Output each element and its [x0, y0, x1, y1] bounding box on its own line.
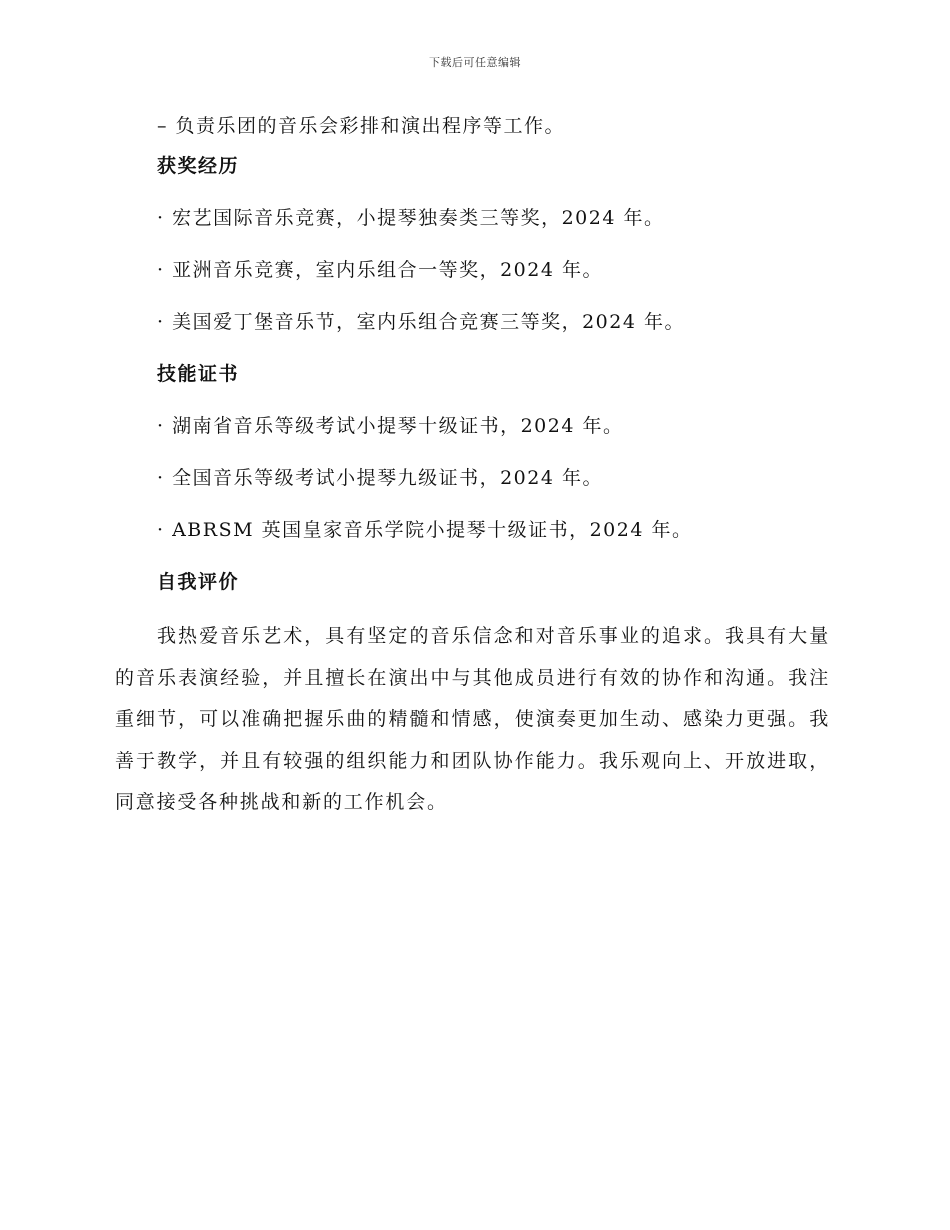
self-evaluation-heading: 自我评价: [157, 571, 240, 593]
self-evaluation-paragraph: 我热爱音乐艺术，具有坚定的音乐信念和对音乐事业的追求。我具有大量的音乐表演经验，并且擅长在演出中与其他成员进行有效的协作和沟通。我注重细节，可以准确把握乐曲的精髓和情感，使演奏更加生动、感染力更强。我善于教学，并且有较强的组织能力和团队协作能力。我乐观向上、开放进取，同意接受各种挑战和新的工作机会。: [115, 625, 830, 813]
intro-line: – 负责乐团的音乐会彩排和演出程序等工作。: [157, 115, 566, 137]
award-item: · 美国爱丁堡音乐节，室内乐组合竞赛三等奖，2024 年。: [157, 311, 685, 333]
awards-heading: 获奖经历: [157, 155, 240, 177]
header-note: 下载后可任意编辑: [429, 56, 521, 69]
certificates-heading: 技能证书: [157, 363, 240, 385]
resume-content: [115, 110, 830, 824]
certificate-item: · ABRSM 英国皇家音乐学院小提琴十级证书，2024 年。: [157, 519, 693, 541]
award-item: · 宏艺国际音乐竞赛，小提琴独奏类三等奖，2024 年。: [157, 207, 665, 229]
award-item: · 亚洲音乐竞赛，室内乐组合一等奖，2024 年。: [157, 259, 603, 281]
certificate-item: · 全国音乐等级考试小提琴九级证书，2024 年。: [157, 467, 603, 489]
certificate-item: · 湖南省音乐等级考试小提琴十级证书，2024 年。: [157, 415, 624, 437]
